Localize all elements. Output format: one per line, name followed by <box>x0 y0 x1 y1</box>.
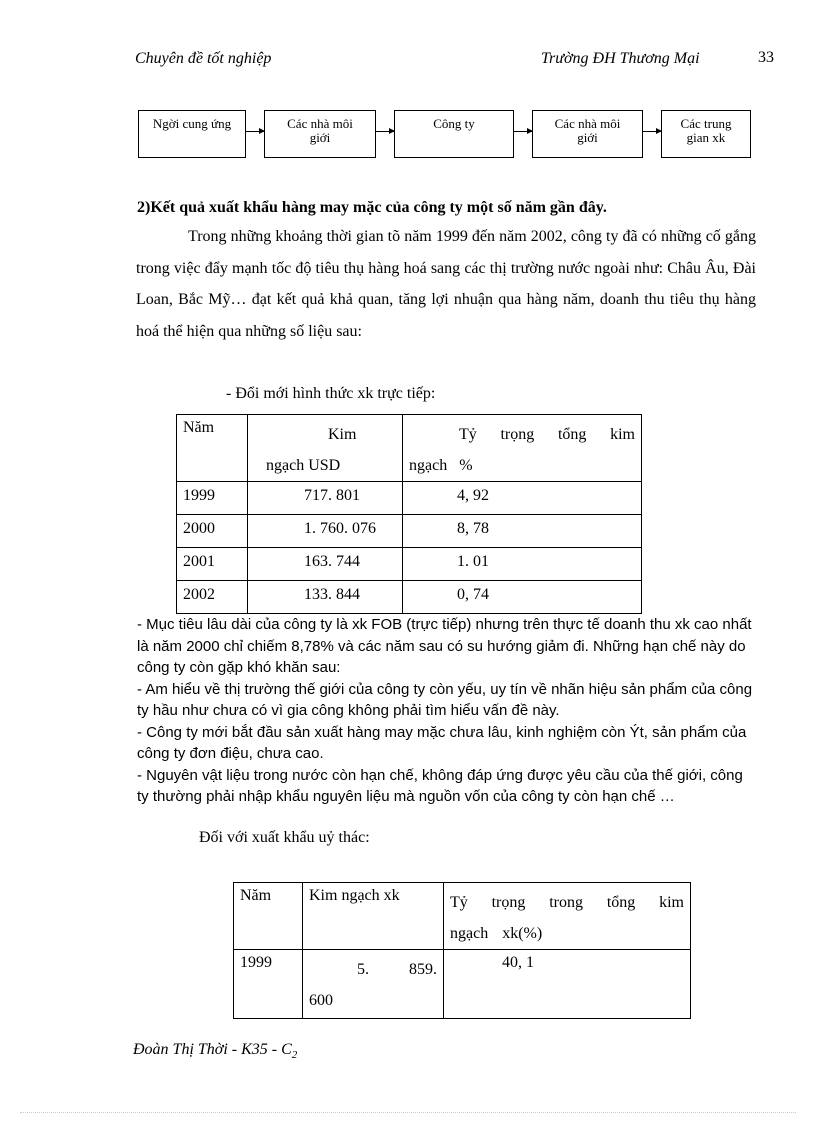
note-item: - Nguyên vật liệu trong nước còn hạn chế, không đáp ứng được yêu cầu của thế giới, công ty thường phải nhập khẩu nguyên liệu mà nguồn vốn của công ty còn hạn chế … <box>137 766 743 805</box>
table-cell-value: 163. 744 <box>248 548 403 581</box>
subheading-direct-export: - Đổi mới hình thức xk trực tiếp: <box>226 385 436 402</box>
intro-paragraph <box>136 221 756 347</box>
table-header-year: Năm <box>234 883 303 950</box>
table-row <box>177 548 642 581</box>
table-row <box>234 950 691 1019</box>
flow-arrow <box>376 131 394 132</box>
table-row <box>177 515 642 548</box>
table-header-share-text: Tỷ trọng trong tổng kim ngạch xk(%) <box>450 894 684 942</box>
footer-subscript: 2 <box>291 1049 298 1062</box>
subheading-entrusted-export: Đối với xuất khẩu uỷ thác: <box>199 829 370 846</box>
table-header-value-text: Kim ngạch USD <box>266 426 357 474</box>
flow-box-supplier: Ngời cung ứng <box>138 110 246 158</box>
table-cell-value <box>303 950 444 1019</box>
table-cell-share: 4, 92 <box>403 482 642 515</box>
table-cell-value: 717. 801 <box>248 482 403 515</box>
table-cell-year: 2002 <box>177 581 248 614</box>
table-header-share <box>444 883 691 950</box>
notes-block <box>137 614 757 808</box>
table-header-year: Năm <box>177 415 248 482</box>
table-cell-share: 8, 78 <box>403 515 642 548</box>
note-item: - Am hiểu về thị trường thế giới của công ty còn yếu, uy tín về nhãn hiệu sản phẩm của công ty hầu như chưa có vì gia công không phải tìm hiểu vấn đề này. <box>137 680 753 719</box>
table-cell-value: 133. 844 <box>248 581 403 614</box>
table-header-share-text: Tỷ trọng tổng kim ngạch % <box>409 426 635 474</box>
table-cell-share: 1. 01 <box>403 548 642 581</box>
table-header-value <box>248 415 403 482</box>
table-header-value: Kim ngạch xk <box>303 883 444 950</box>
page-bottom-divider <box>20 1112 796 1113</box>
table-row <box>177 581 642 614</box>
flow-box-intermediary: Các trung gian xk <box>661 110 751 158</box>
paragraph-text: Trong những khoảng thời gian tõ năm 1999 đến năm 2002, công ty đã có những cố gắng trong việc đẩy mạnh tốc độ tiêu thụ hàng hoá sang các thị trường nước ngoài như: Châu Âu, Đài Loan, Bắc Mỹ… đạt kết quả khả quan, tăng lợi nhuận qua hàng năm, doanh thu tiêu thụ hàng hoá thể hiện qua những số liệu sau: <box>136 228 756 340</box>
table-cell-year: 2001 <box>177 548 248 581</box>
table-header-share <box>403 415 642 482</box>
flow-box-broker: Các nhà môi giới <box>532 110 643 158</box>
table-cell-share: 0, 74 <box>403 581 642 614</box>
table-row <box>177 482 642 515</box>
header-left: Chuyên đề tốt nghiệp <box>135 50 272 67</box>
note-item: - Công ty mới bắt đầu sản xuất hàng may mặc chưa lâu, kinh nghiệm còn Ýt, sản phẩm của công ty đơn điệu, chưa cao. <box>137 723 747 762</box>
table-cell-share: 40, 1 <box>444 950 691 1019</box>
footer-author-text: Đoàn Thị Thời - K35 - C <box>133 1041 292 1058</box>
flow-arrow <box>514 131 532 132</box>
flow-box-broker: Các nhà môi giới <box>264 110 376 158</box>
entrusted-export-table <box>233 882 691 1019</box>
table-cell-value: 1. 760. 076 <box>248 515 403 548</box>
flow-arrow <box>246 131 264 132</box>
note-item: - Mục tiêu lâu dài của công ty là xk FOB (trực tiếp) nhưng trên thực tế doanh thu xk cao nhất là năm 2000 chỉ chiếm 8,78% và các năm sau có su hướng giảm đi. Những hạn chế này do công ty còn gặp khó khăn sau: <box>137 616 752 676</box>
flow-arrow <box>643 131 661 132</box>
header-right: Trường ĐH Thương Mại <box>541 50 700 67</box>
flow-box-company: Công ty <box>394 110 514 158</box>
table-cell-value-text: 5. 859. 600 <box>309 961 437 1009</box>
direct-export-table <box>176 414 642 614</box>
footer-author <box>133 1041 297 1061</box>
page-number: 33 <box>758 49 774 66</box>
section-heading: 2)Kết quả xuất khẩu hàng may mặc của công ty một số năm gần đây. <box>137 199 607 216</box>
table-cell-year: 1999 <box>177 482 248 515</box>
table-cell-year: 2000 <box>177 515 248 548</box>
table-cell-year: 1999 <box>234 950 303 1019</box>
